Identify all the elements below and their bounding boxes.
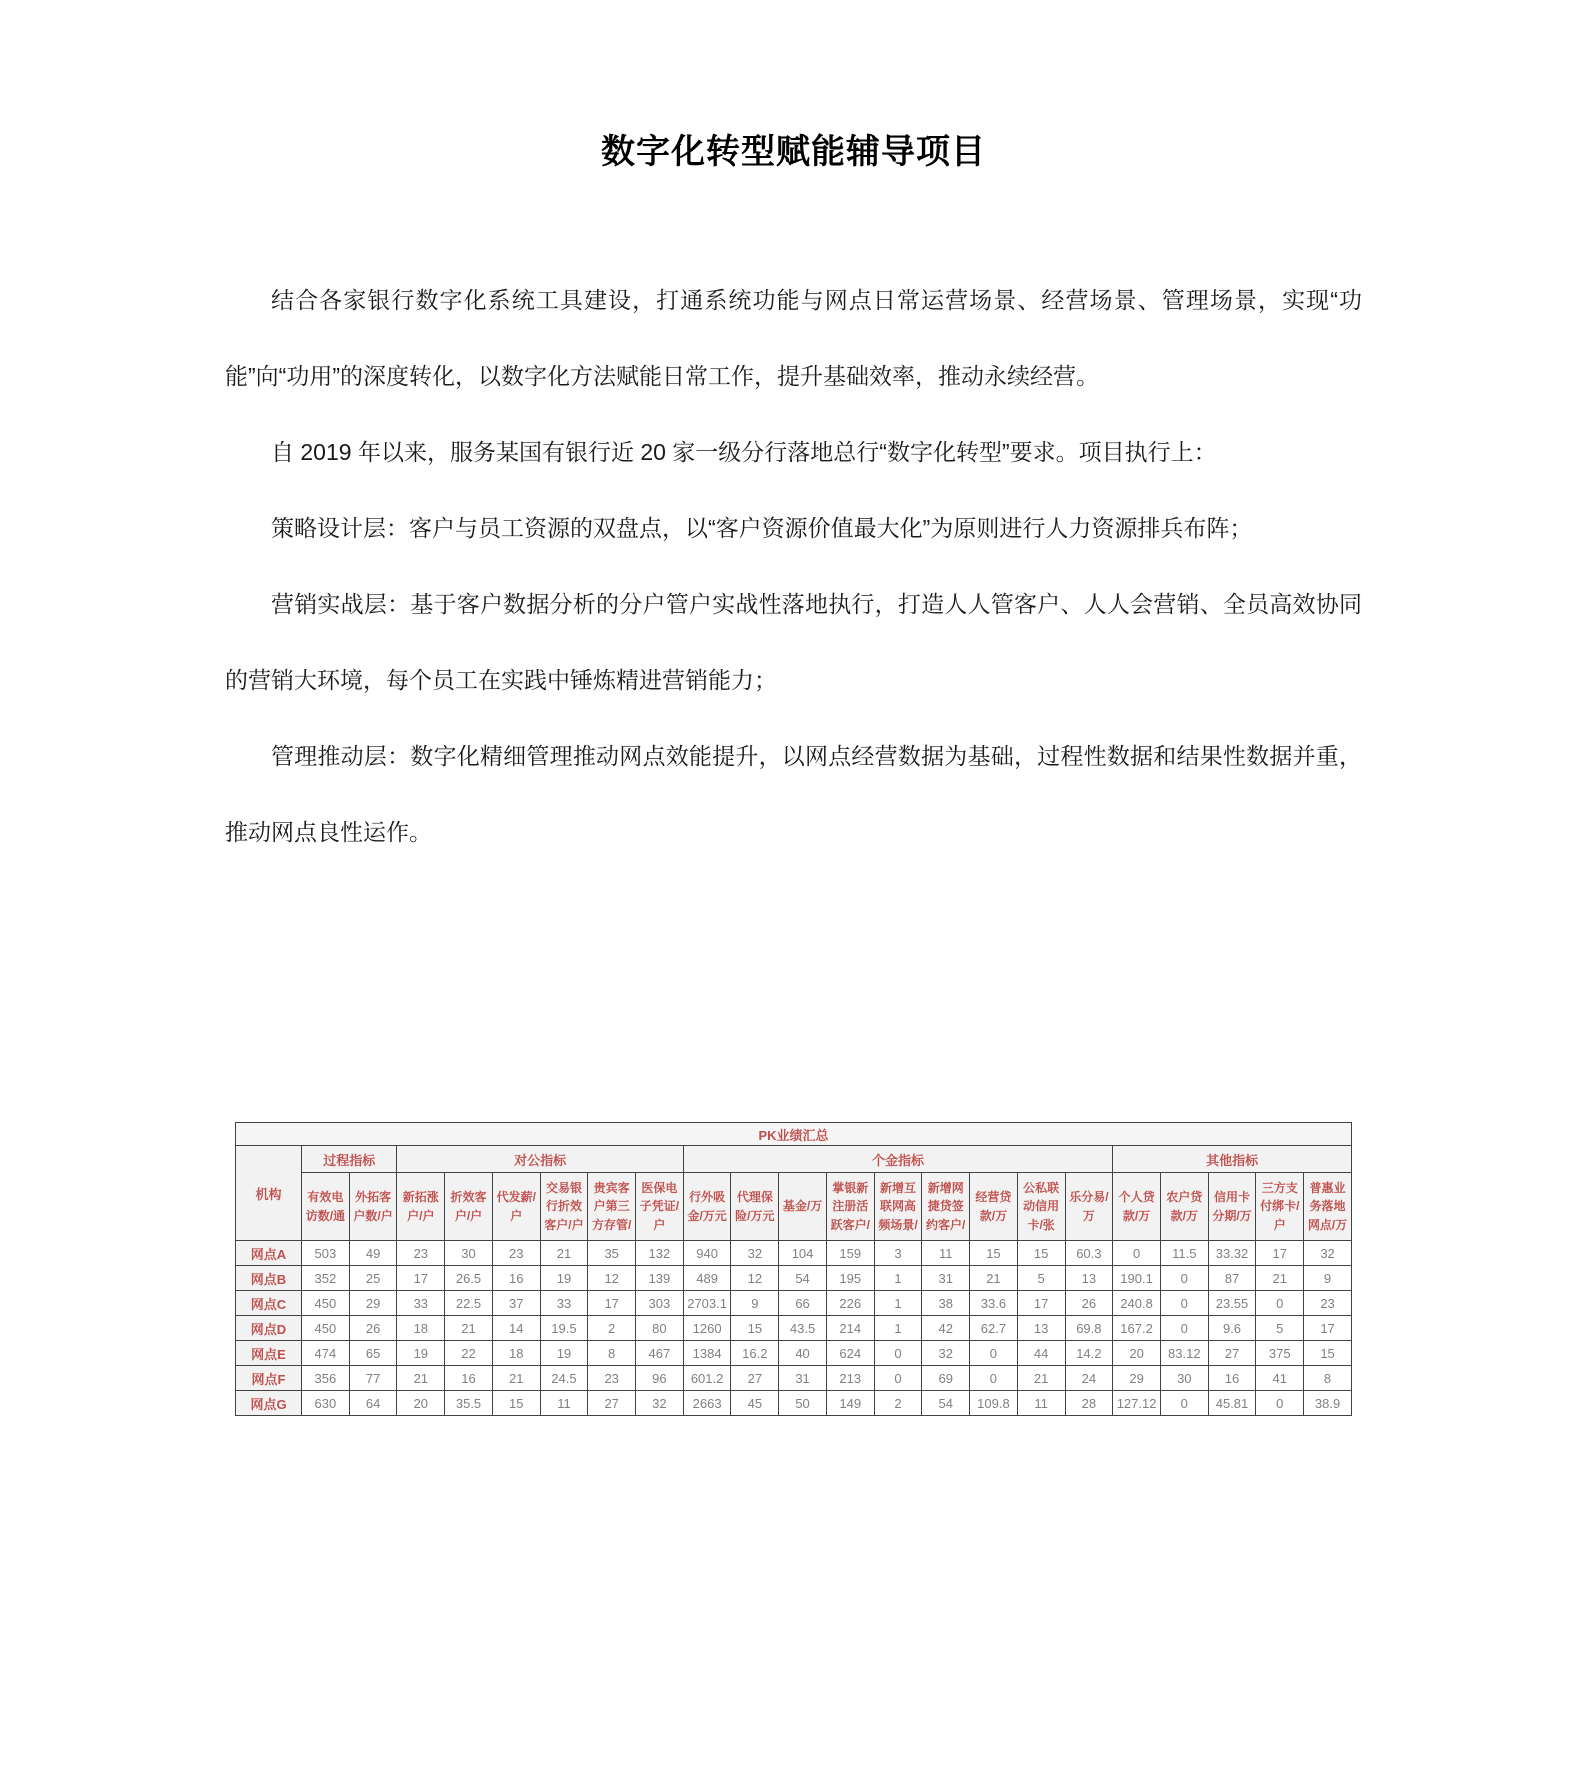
table-cell: 62.7 — [970, 1316, 1018, 1341]
table-cell: 9 — [1304, 1266, 1352, 1291]
table-cell: 352 — [302, 1266, 350, 1291]
table-cell: 940 — [683, 1241, 731, 1266]
column-header: 个人贷款/万 — [1113, 1173, 1161, 1241]
table-cell: 2703.1 — [683, 1291, 731, 1316]
column-header: 医保电子凭证/户 — [636, 1173, 684, 1241]
table-cell: 33 — [540, 1291, 588, 1316]
table-cell: 23.55 — [1208, 1291, 1256, 1316]
column-header: 外拓客户数/户 — [349, 1173, 397, 1241]
table-cell: 14.2 — [1065, 1341, 1113, 1366]
table-row — [236, 1241, 1352, 1266]
table-cell: 49 — [349, 1241, 397, 1266]
column-header: 乐分易/万 — [1065, 1173, 1113, 1241]
row-label: 网点A — [236, 1241, 302, 1266]
row-label: 网点C — [236, 1291, 302, 1316]
table-cell: 0 — [1256, 1391, 1304, 1416]
table-cell: 1 — [874, 1291, 922, 1316]
group-header: 个金指标 — [683, 1146, 1112, 1173]
table-cell: 24 — [1065, 1366, 1113, 1391]
table-cell: 2 — [588, 1316, 636, 1341]
table-cell: 80 — [636, 1316, 684, 1341]
table-row — [236, 1366, 1352, 1391]
table-row — [236, 1341, 1352, 1366]
table-cell: 132 — [636, 1241, 684, 1266]
table-cell: 214 — [826, 1316, 874, 1341]
group-header: 过程指标 — [302, 1146, 397, 1173]
table-cell: 21 — [492, 1366, 540, 1391]
table-cell: 474 — [302, 1341, 350, 1366]
table-cell: 17 — [588, 1291, 636, 1316]
table-cell: 21 — [1256, 1266, 1304, 1291]
column-header: 普惠业务落地网点/万 — [1304, 1173, 1352, 1241]
column-header: 新拓涨户/户 — [397, 1173, 445, 1241]
column-header: 交易银行折效客户/户 — [540, 1173, 588, 1241]
table-cell: 96 — [636, 1366, 684, 1391]
table-cell: 109.8 — [970, 1391, 1018, 1416]
table-cell: 23 — [588, 1366, 636, 1391]
table-cell: 17 — [397, 1266, 445, 1291]
table-cell: 450 — [302, 1316, 350, 1341]
table-cell: 50 — [779, 1391, 827, 1416]
table-cell: 489 — [683, 1266, 731, 1291]
table-cell: 0 — [1160, 1316, 1208, 1341]
table-cell: 33.6 — [970, 1291, 1018, 1316]
column-header-institution: 机构 — [236, 1146, 302, 1241]
table-cell: 213 — [826, 1366, 874, 1391]
table-cell: 14 — [492, 1316, 540, 1341]
table-cell: 630 — [302, 1391, 350, 1416]
table-cell: 60.3 — [1065, 1241, 1113, 1266]
table-cell: 601.2 — [683, 1366, 731, 1391]
table-cell: 30 — [1160, 1366, 1208, 1391]
table-cell: 29 — [1113, 1366, 1161, 1391]
column-header: 农户贷款/万 — [1160, 1173, 1208, 1241]
document-body — [225, 262, 1362, 1416]
table-cell: 11.5 — [1160, 1241, 1208, 1266]
table-cell: 375 — [1256, 1341, 1304, 1366]
table-cell: 356 — [302, 1366, 350, 1391]
row-label: 网点F — [236, 1366, 302, 1391]
table-cell: 54 — [779, 1266, 827, 1291]
table-cell: 21 — [540, 1241, 588, 1266]
table-cell: 54 — [922, 1391, 970, 1416]
table-cell: 69.8 — [1065, 1316, 1113, 1341]
table-cell: 8 — [1304, 1366, 1352, 1391]
table-cell: 12 — [588, 1266, 636, 1291]
table-cell: 11 — [922, 1241, 970, 1266]
table-cell: 5 — [1017, 1266, 1065, 1291]
row-label: 网点E — [236, 1341, 302, 1366]
table-cell: 31 — [922, 1266, 970, 1291]
table-cell: 22 — [445, 1341, 493, 1366]
table-cell: 32 — [1304, 1241, 1352, 1266]
row-label: 网点B — [236, 1266, 302, 1291]
table-cell: 37 — [492, 1291, 540, 1316]
table-row — [236, 1316, 1352, 1341]
row-label: 网点G — [236, 1391, 302, 1416]
table-title: PK业绩汇总 — [236, 1123, 1352, 1146]
table-cell: 19 — [540, 1266, 588, 1291]
column-header: 贵宾客户第三方存管/ — [588, 1173, 636, 1241]
table-cell: 450 — [302, 1291, 350, 1316]
table-cell: 17 — [1304, 1316, 1352, 1341]
table-cell: 17 — [1256, 1241, 1304, 1266]
table-cell: 30 — [445, 1241, 493, 1266]
column-header: 行外吸金/万元 — [683, 1173, 731, 1241]
table-cell: 15 — [1304, 1341, 1352, 1366]
table-cell: 0 — [1160, 1266, 1208, 1291]
table-cell: 0 — [970, 1341, 1018, 1366]
column-header: 公私联动信用卡/张 — [1017, 1173, 1065, 1241]
column-header: 信用卡分期/万 — [1208, 1173, 1256, 1241]
table-cell: 16 — [1208, 1366, 1256, 1391]
table-cell: 9 — [731, 1291, 779, 1316]
table-cell: 41 — [1256, 1366, 1304, 1391]
column-header: 新增互联网高频场景/ — [874, 1173, 922, 1241]
paragraph-block — [225, 262, 1362, 870]
paragraph: 策略设计层：客户与员工资源的双盘点，以“客户资源价值最大化”为原则进行人力资源排兵布阵； — [271, 515, 1253, 541]
paragraph: 营销实战层：基于客户数据分析的分户管户实战性落地执行，打造人人管客户、人人会营销、全员高效协同的营销大环境，每个员工在实践中锤炼精进营销能力； — [225, 591, 1362, 693]
table-cell: 38 — [922, 1291, 970, 1316]
table-cell: 0 — [1160, 1291, 1208, 1316]
table-cell: 13 — [1065, 1266, 1113, 1291]
column-header: 基金/万 — [779, 1173, 827, 1241]
table-cell: 21 — [445, 1316, 493, 1341]
table-cell: 5 — [1256, 1316, 1304, 1341]
table-cell: 43.5 — [779, 1316, 827, 1341]
table-cell: 77 — [349, 1366, 397, 1391]
table-cell: 15 — [492, 1391, 540, 1416]
table-cell: 66 — [779, 1291, 827, 1316]
table-cell: 2663 — [683, 1391, 731, 1416]
table-cell: 0 — [970, 1366, 1018, 1391]
table-cell: 22.5 — [445, 1291, 493, 1316]
table-cell: 35 — [588, 1241, 636, 1266]
table-cell: 42 — [922, 1316, 970, 1341]
table-cell: 26 — [349, 1316, 397, 1341]
table-cell: 17 — [1017, 1291, 1065, 1316]
column-header: 新增网捷贷签约客户/ — [922, 1173, 970, 1241]
table-cell: 26 — [1065, 1291, 1113, 1316]
paragraph: 管理推动层：数字化精细管理推动网点效能提升，以网点经营数据为基础，过程性数据和结果性数据并重，推动网点良性运作。 — [225, 743, 1362, 845]
table-cell: 0 — [1256, 1291, 1304, 1316]
table-cell: 28 — [1065, 1391, 1113, 1416]
table-cell: 9.6 — [1208, 1316, 1256, 1341]
table-cell: 32 — [922, 1341, 970, 1366]
table-cell: 40 — [779, 1341, 827, 1366]
table-cell: 16.2 — [731, 1341, 779, 1366]
table-row — [236, 1291, 1352, 1316]
table-cell: 25 — [349, 1266, 397, 1291]
column-header: 折效客户/户 — [445, 1173, 493, 1241]
table-cell: 24.5 — [540, 1366, 588, 1391]
column-header: 掌银新注册活跃客户/ — [826, 1173, 874, 1241]
table-cell: 69 — [922, 1366, 970, 1391]
table-cell: 149 — [826, 1391, 874, 1416]
table-cell: 1384 — [683, 1341, 731, 1366]
group-header: 对公指标 — [397, 1146, 683, 1173]
table-cell: 2 — [874, 1391, 922, 1416]
table-cell: 1 — [874, 1316, 922, 1341]
table-cell: 35.5 — [445, 1391, 493, 1416]
column-header: 经营贷款/万 — [970, 1173, 1018, 1241]
table-cell: 0 — [874, 1341, 922, 1366]
table-cell: 45 — [731, 1391, 779, 1416]
table-cell: 190.1 — [1113, 1266, 1161, 1291]
table-cell: 8 — [588, 1341, 636, 1366]
table-cell: 21 — [1017, 1366, 1065, 1391]
table-cell: 127.12 — [1113, 1391, 1161, 1416]
table-cell: 23 — [492, 1241, 540, 1266]
table-cell: 16 — [492, 1266, 540, 1291]
table-cell: 27 — [731, 1366, 779, 1391]
group-header-row — [236, 1146, 1352, 1173]
table-cell: 139 — [636, 1266, 684, 1291]
table-cell: 18 — [492, 1341, 540, 1366]
table-cell: 31 — [779, 1366, 827, 1391]
paragraph: 结合各家银行数字化系统工具建设，打通系统功能与网点日常运营场景、经营场景、管理场景，实现“功能”向“功用”的深度转化，以数字化方法赋能日常工作，提升基础效率，推动永续经营。 — [225, 287, 1362, 389]
column-header: 代发薪/户 — [492, 1173, 540, 1241]
table-cell: 195 — [826, 1266, 874, 1291]
table-cell: 240.8 — [1113, 1291, 1161, 1316]
column-header: 有效电访数/通 — [302, 1173, 350, 1241]
table-cell: 13 — [1017, 1316, 1065, 1341]
paragraph: 自 2019 年以来，服务某国有银行近 20 家一级分行落地总行“数字化转型”要求。项目执行上： — [271, 439, 1217, 465]
table-cell: 624 — [826, 1341, 874, 1366]
table-cell: 303 — [636, 1291, 684, 1316]
row-label: 网点D — [236, 1316, 302, 1341]
table-cell: 11 — [540, 1391, 588, 1416]
table-cell: 15 — [970, 1241, 1018, 1266]
table-cell: 15 — [731, 1316, 779, 1341]
table-cell: 16 — [445, 1366, 493, 1391]
table-cell: 20 — [1113, 1341, 1161, 1366]
table-cell: 0 — [874, 1366, 922, 1391]
table-cell: 64 — [349, 1391, 397, 1416]
table-cell: 18 — [397, 1316, 445, 1341]
column-header-row — [236, 1173, 1352, 1241]
table-cell: 503 — [302, 1241, 350, 1266]
table-cell: 0 — [1160, 1391, 1208, 1416]
pk-performance-table — [235, 1122, 1352, 1416]
table-cell: 44 — [1017, 1341, 1065, 1366]
table-title-row — [236, 1123, 1352, 1146]
table-cell: 33.32 — [1208, 1241, 1256, 1266]
table-cell: 27 — [588, 1391, 636, 1416]
column-header: 代理保险/万元 — [731, 1173, 779, 1241]
table-cell: 87 — [1208, 1266, 1256, 1291]
table-cell: 32 — [731, 1241, 779, 1266]
table-cell: 19.5 — [540, 1316, 588, 1341]
performance-table-container — [235, 1122, 1352, 1416]
page-title: 数字化转型赋能辅导项目 — [601, 133, 986, 171]
table-cell: 226 — [826, 1291, 874, 1316]
table-cell: 15 — [1017, 1241, 1065, 1266]
table-cell: 0 — [1113, 1241, 1161, 1266]
table-cell: 32 — [636, 1391, 684, 1416]
table-cell: 33 — [397, 1291, 445, 1316]
table-cell: 23 — [397, 1241, 445, 1266]
table-row — [236, 1266, 1352, 1291]
table-cell: 159 — [826, 1241, 874, 1266]
table-cell: 83.12 — [1160, 1341, 1208, 1366]
table-row — [236, 1391, 1352, 1416]
table-cell: 29 — [349, 1291, 397, 1316]
table-cell: 104 — [779, 1241, 827, 1266]
group-header: 其他指标 — [1113, 1146, 1352, 1173]
table-cell: 19 — [540, 1341, 588, 1366]
table-cell: 19 — [397, 1341, 445, 1366]
table-cell: 38.9 — [1304, 1391, 1352, 1416]
table-cell: 26.5 — [445, 1266, 493, 1291]
table-cell: 27 — [1208, 1341, 1256, 1366]
table-cell: 467 — [636, 1341, 684, 1366]
table-cell: 12 — [731, 1266, 779, 1291]
table-cell: 21 — [970, 1266, 1018, 1291]
column-header: 三方支付绑卡/户 — [1256, 1173, 1304, 1241]
table-cell: 45.81 — [1208, 1391, 1256, 1416]
table-cell: 167.2 — [1113, 1316, 1161, 1341]
table-cell: 11 — [1017, 1391, 1065, 1416]
table-cell: 1 — [874, 1266, 922, 1291]
table-cell: 65 — [349, 1341, 397, 1366]
table-cell: 3 — [874, 1241, 922, 1266]
table-cell: 21 — [397, 1366, 445, 1391]
table-cell: 23 — [1304, 1291, 1352, 1316]
table-cell: 20 — [397, 1391, 445, 1416]
table-cell: 1260 — [683, 1316, 731, 1341]
